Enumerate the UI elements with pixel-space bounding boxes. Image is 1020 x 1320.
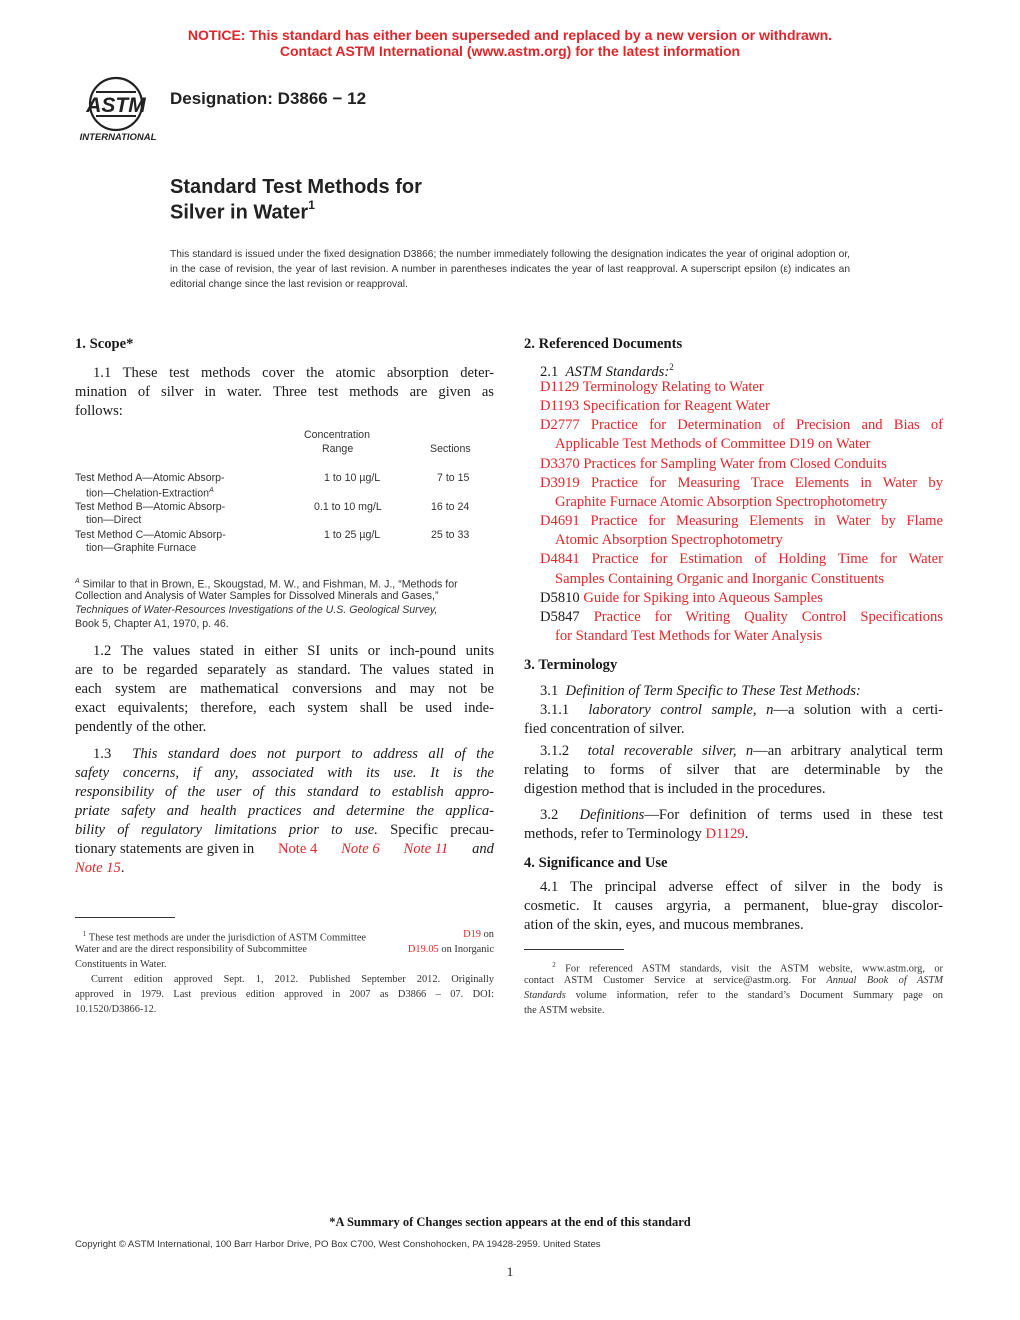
- table-row-a-name-2: tion—Chelation-Extraction$^A$: [86, 487, 214, 500]
- referenced-code-link[interactable]: D4841: [540, 551, 580, 568]
- referenced-title-link[interactable]: Practice for Determination of Precision and Bias of: [590, 417, 943, 434]
- referenced-item-line: [555, 531, 943, 550]
- table-header-concentration: Concentration: [304, 429, 370, 441]
- scope-p3-line: tionary statements are given in Note 4 Note 6 Note 11 and: [75, 841, 494, 857]
- table-row-b-range: 0.1 to 10 mg/L: [314, 501, 382, 513]
- page-number: 1: [506, 1264, 514, 1279]
- table-row-a-sections: 7 to 15: [437, 472, 470, 484]
- referenced-title-link[interactable]: Practices for Sampling Water from Closed Conduits: [583, 455, 887, 472]
- title-line-1: Standard Test Methods for: [170, 176, 422, 198]
- referenced-code-link[interactable]: D1129: [540, 379, 580, 395]
- scope-p2-line: each system are mathematical conversions and may not be: [75, 681, 494, 697]
- referenced-item-line: [555, 570, 943, 589]
- table-row-b-name-2: tion—Direct: [86, 514, 142, 526]
- scope-p3-line: responsibility of the user of this standard to establish appro-: [75, 784, 494, 800]
- title-line-2: Silver in Water$^1$: [170, 198, 315, 224]
- referenced-item-line: [555, 627, 943, 646]
- astm-standards-label: 2.1 ASTM Standards:$^2$: [540, 362, 674, 380]
- referenced-item-line: [555, 493, 943, 512]
- note-15-link[interactable]: Note 15: [75, 860, 121, 876]
- referenced-item-line: [540, 550, 943, 569]
- referenced-title-link[interactable]: Guide for Spiking into Aqueous Samples: [583, 589, 823, 606]
- table-footnote-line: Book 5, Chapter A1, 1970, p. 46.: [75, 618, 229, 630]
- referenced-title-link[interactable]: Practice for Measuring Trace Elements in Water by: [590, 474, 943, 491]
- referenced-title-link[interactable]: Practice for Measuring Elements in Water by Flame: [590, 513, 944, 530]
- table-header-sections: Sections: [430, 443, 471, 455]
- copyright: Copyright © ASTM International, 100 Barr Harbor Drive, PO Box C700, West Conshohocken, PA 19428-2959. United States: [75, 1239, 601, 1250]
- footnote-rule: [524, 949, 624, 950]
- footnote-rule: [75, 917, 175, 918]
- scope-p2-line: are to be regarded separately as standard. The values stated in: [75, 662, 494, 678]
- scope-heading: 1. Scope*: [75, 336, 134, 352]
- title-footnote-mark: 1: [308, 198, 315, 212]
- referenced-code-link[interactable]: D2777: [540, 417, 580, 434]
- referenced-code-link[interactable]: D1193: [540, 398, 580, 415]
- significance-heading: 4. Significance and Use: [524, 855, 668, 871]
- referenced-code-link[interactable]: D4691: [540, 513, 580, 530]
- referenced-item-line: [555, 435, 943, 454]
- table-row-a-name: Test Method A—Atomic Absorp-: [75, 472, 225, 484]
- table-footnote-line: Techniques of Water-Resources Investigations of the U.S. Geological Survey,: [75, 604, 438, 616]
- intro-paragraph: This standard is issued under the fixed designation D3866; the number immediately following the designation indicates the year of original adoption or, in the case of revision, the year of last revision. A number in parentheses indicates the year of last reapproval. A superscript epsilon (ε) indicates an editorial change since the last revision or reapproval.: [170, 249, 850, 290]
- notice-line-1: NOTICE: This standard has either been superseded and replaced by a new version or withdrawn.: [187, 27, 833, 43]
- d1129-ref-link[interactable]: D1129: [705, 826, 745, 842]
- referenced-title-link[interactable]: for Standard Test Methods for Water Analysis: [555, 627, 823, 644]
- referenced-item-line: [540, 416, 943, 435]
- table-row-b-name: Test Method B—Atomic Absorp-: [75, 501, 226, 513]
- scope-p2-line: exact equivalents; therefore, each system shall be used inde-: [75, 700, 494, 716]
- referenced-item-line: [540, 608, 943, 627]
- table-header-range: Range: [322, 443, 354, 455]
- referenced-heading: 2. Referenced Documents: [524, 336, 683, 352]
- table-row-a-range: 1 to 10 µg/L: [324, 472, 381, 484]
- referenced-item-line: [540, 397, 943, 416]
- referenced-code-link[interactable]: D5847: [540, 608, 580, 625]
- referenced-title-link[interactable]: Graphite Furnace Atomic Absorption Spectrophotometry: [555, 493, 888, 510]
- scope-p3-line: priate safety and health practices and determine the applica-: [75, 803, 494, 819]
- note-6-link[interactable]: Note 6: [341, 841, 380, 857]
- referenced-title-link[interactable]: Atomic Absorption Spectrophotometry: [555, 532, 783, 549]
- referenced-code-link[interactable]: D3370: [540, 455, 580, 472]
- referenced-title-link[interactable]: Practice for Writing Quality Control Specifications: [593, 608, 943, 625]
- table-row-c-name-2: tion—Graphite Furnace: [86, 542, 197, 554]
- terminology-heading: 3. Terminology: [524, 657, 618, 673]
- summary-of-changes-note: *A Summary of Changes section appears at the end of this standard: [329, 1215, 691, 1229]
- scope-p3-line: Note 15.: [75, 860, 125, 876]
- referenced-code-link[interactable]: D3919: [540, 474, 580, 491]
- scope-p1-line: mination of silver in water. Three test methods are given as: [75, 384, 494, 400]
- referenced-item-line: [540, 455, 943, 474]
- referenced-title-link[interactable]: Applicable Test Methods of Committee D19 on Water: [555, 436, 871, 453]
- logo-text: INTERNATIONAL: [79, 132, 157, 142]
- table-row-c-name: Test Method C—Atomic Absorp-: [75, 529, 226, 541]
- referenced-title-link[interactable]: Samples Containing Organic and Inorganic Constituents: [555, 570, 884, 587]
- scope-p2-line: 1.2 The values stated in either SI units or inch-pound units: [93, 643, 494, 659]
- referenced-code-link[interactable]: D5810: [540, 589, 580, 606]
- d19-link[interactable]: D19: [463, 929, 481, 940]
- d19-05-link[interactable]: D19.05: [407, 944, 439, 955]
- referenced-item-line: [540, 474, 943, 493]
- table-row-b-sections: 16 to 24: [431, 501, 470, 513]
- referenced-item-line: [540, 378, 943, 397]
- logo-letters: ASTM: [86, 94, 146, 117]
- referenced-item-line: [540, 512, 943, 531]
- referenced-title-link[interactable]: Terminology Relating to Water: [582, 379, 764, 395]
- note-11-link[interactable]: Note 11: [403, 841, 449, 857]
- scope-p1-line: follows:: [75, 403, 123, 419]
- scope-p3-line: 1.3 This standard does not purport to address all of the: [93, 746, 495, 762]
- scope-p3-line: safety concerns, if any, associated with its use. It is the: [75, 765, 494, 781]
- referenced-title-link[interactable]: Practice for Estimation of Holding Time for Water: [591, 551, 944, 568]
- scope-p3-line: bility of regulatory limitations prior to use. Specific precau-: [75, 822, 494, 838]
- table-row-c-sections: 25 to 33: [431, 529, 470, 541]
- table-footnote-line: Collection and Analysis of Water Samples for Dissolved Minerals and Gases,”: [75, 590, 439, 602]
- note-4-link[interactable]: Note 4: [277, 841, 318, 857]
- table-row-c-range: 1 to 25 µg/L: [324, 529, 381, 541]
- scope-p2-line: pendently of the other.: [75, 719, 207, 735]
- notice-line-2: Contact ASTM International (www.astm.org) for the latest information: [279, 43, 741, 59]
- referenced-item-line: [540, 589, 943, 608]
- referenced-title-link[interactable]: Specification for Reagent Water: [582, 398, 770, 415]
- astm-logo: [72, 74, 164, 142]
- scope-p1-line: 1.1 These test methods cover the atomic absorption deter-: [93, 365, 494, 381]
- designation: Designation: D3866 − 12: [170, 89, 367, 108]
- table-footnote-line: $^A$ Similar to that in Brown, E., Skougstad, M. W., and Fishman, M. J., “Methods for: [75, 578, 458, 591]
